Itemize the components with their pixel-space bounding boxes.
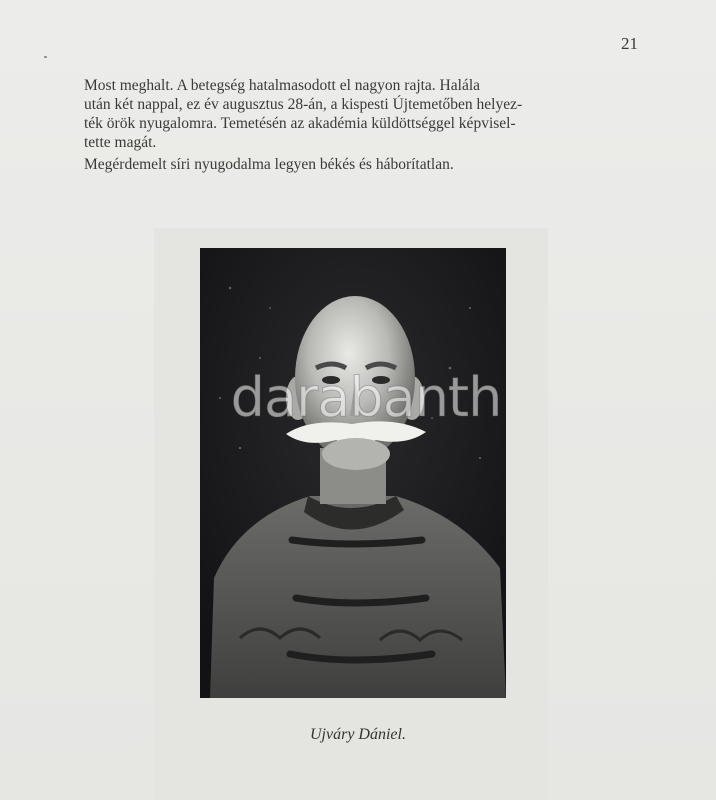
paragraph-1-line-2: után két nappal, ez év augusztus 28-án, a kispesti Újtemetőben helyez- <box>84 96 523 113</box>
paragraph-1 <box>84 76 644 152</box>
photo-caption: Ujváry Dániel. <box>310 726 406 743</box>
portrait-photo <box>200 248 506 698</box>
paper-speck <box>44 56 47 58</box>
paragraph-1-line-4: tette magát. <box>84 134 157 151</box>
paragraph-1-line-3: ték örök nyugalomra. Temetésén az akadémia küldöttséggel képvisel- <box>84 115 516 132</box>
paragraph-1-line-1: Most meghalt. A betegség hatalmasodott el nagyon rajta. Halála <box>84 77 481 94</box>
portrait-illustration <box>200 248 506 698</box>
watermark-text: darabanth <box>230 366 502 429</box>
page-number: 21 <box>621 34 638 53</box>
paragraph-2: Megérdemelt síri nyugodalma legyen békés és háborítatlan. <box>84 156 454 173</box>
body-text <box>84 76 644 177</box>
